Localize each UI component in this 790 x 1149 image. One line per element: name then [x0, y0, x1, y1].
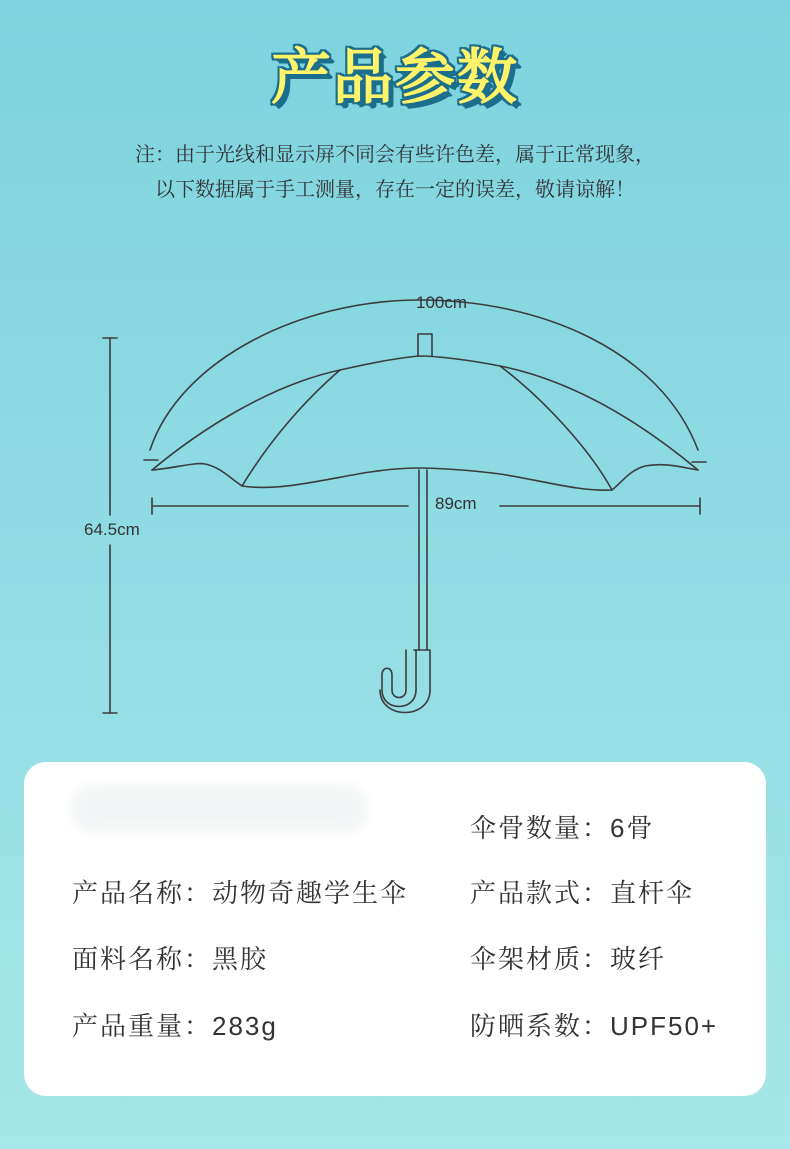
handle-hook: [382, 650, 416, 707]
spec-fabric: 面料名称：黑胶: [72, 944, 269, 974]
umbrella-diagram: [0, 280, 790, 730]
rib-1: [242, 370, 340, 486]
arc-measure-line: [150, 300, 698, 450]
canopy-top: [152, 356, 698, 470]
blurred-region: [69, 784, 369, 834]
canopy-width-label: 89cm: [435, 494, 477, 513]
page-title: 产品参数: [271, 43, 519, 113]
spec-weight: 产品重量：283g: [72, 1011, 278, 1041]
disclaimer-note: [0, 138, 790, 208]
arc-length-label: 100cm: [416, 293, 468, 312]
spec-card: [24, 762, 766, 1096]
spec-product-name: 产品名称：动物奇趣学生伞: [72, 878, 409, 908]
spec-uv: 防晒系数：UPF50+: [470, 1011, 719, 1041]
spec-frame: 伞架材质：玻纤: [470, 944, 667, 974]
rib-2: [500, 366, 612, 490]
height-label: 64.5cm: [84, 520, 140, 539]
spec-ribs: 伞骨数量：6骨: [470, 813, 655, 843]
spec-style: 产品款式：直杆伞: [470, 878, 695, 908]
canopy-edge: [152, 464, 698, 491]
note-line-1: 注：由于光线和显示屏不同会有些许色差，属于正常现象，: [135, 144, 655, 166]
note-line-2: 以下数据属于手工测量，存在一定的误差，敬请谅解！: [155, 179, 635, 201]
canopy-tip: [418, 334, 432, 356]
